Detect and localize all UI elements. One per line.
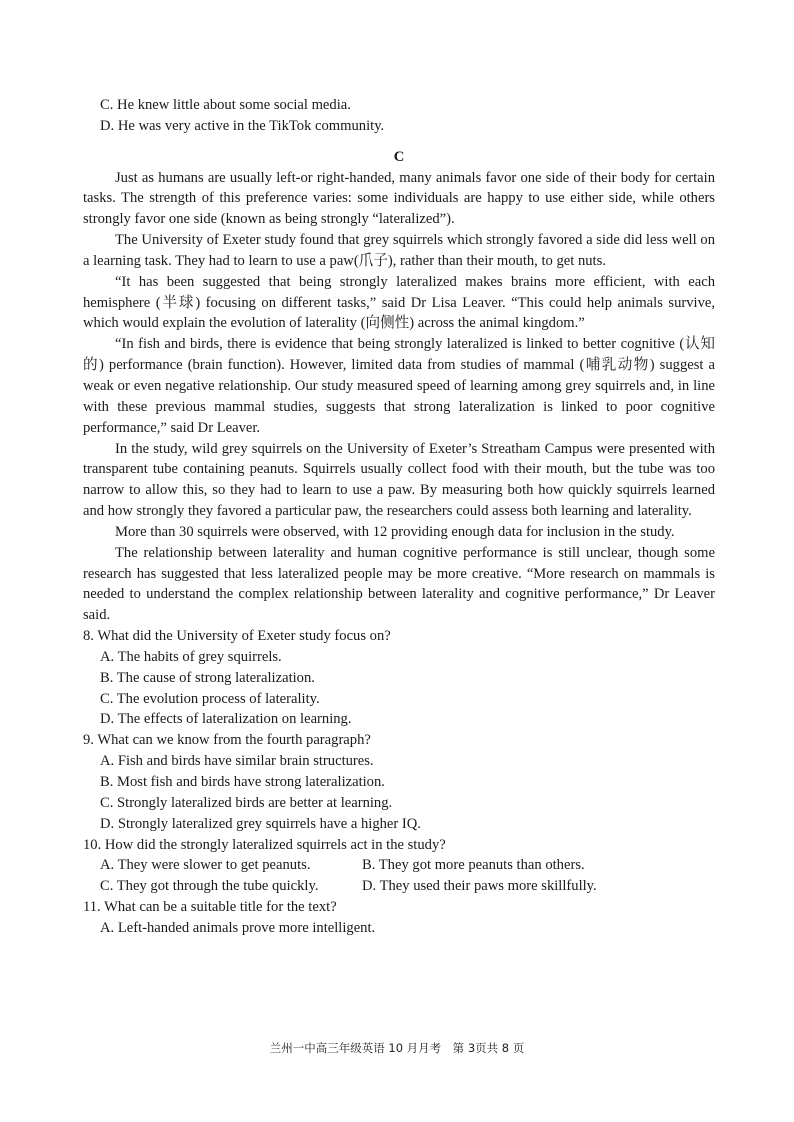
option-d: D. The effects of lateralization on learning. (100, 711, 352, 728)
option-b: B. The cause of strong lateralization. (100, 669, 315, 686)
option-a: A. Fish and birds have similar brain structures. (100, 753, 374, 770)
question-8 (83, 626, 715, 730)
option-d: D. Strongly lateralized grey squirrels have a higher IQ. (100, 815, 421, 832)
passage-paragraph-2: The University of Exeter study found that grey squirrels which strongly favored a side did less well on a learning task. They had to learn to use a paw(爪子), rather than their mouth, to get nuts. (83, 232, 715, 269)
passage-paragraph-6: More than 30 squirrels were observed, with 12 providing enough data for inclusion in the study. (115, 523, 675, 540)
option-c: C. The evolution process of laterality. (100, 690, 320, 707)
question-11 (83, 897, 715, 939)
question-stem: 11. What can be a suitable title for the text? (83, 899, 337, 916)
passage-paragraph-7: The relationship between laterality and human cognitive performance is still unclear, though some research has suggested that less lateralized people may be more creative. “More research on mammals is needed to understand the complex relationship between laterality and cognitive performance,” Dr Leaver said. (83, 544, 715, 624)
question-stem: 8. What did the University of Exeter study focus on? (83, 628, 391, 645)
passage-paragraph-3: “It has been suggested that being strongly lateralized makes brains more efficient, with each hemisphere (半球) focusing on different tasks,” said Dr Lisa Leaver. “This could help animals survive, which would explain the evolution of laterality (向侧性) across the animal kingdom.” (83, 273, 715, 332)
option-d: D. They used their paws more skillfully. (362, 878, 597, 895)
section-title: C (393, 148, 405, 165)
option-b: B. They got more peanuts than others. (362, 857, 585, 874)
option-a: A. They were slower to get peanuts. (100, 857, 311, 874)
prev-option-d: D. He was very active in the TikTok community. (100, 117, 385, 134)
passage-paragraph-1: Just as humans are usually left-or right-handed, many animals favor one side of their body for certain tasks. The strength of this preference varies: some individuals are happy to use either side, while others strongly favor one side (known as being strongly “lateralized”). (83, 169, 715, 228)
option-a: A. Left-handed animals prove more intelligent. (100, 919, 376, 936)
options-row-1 (83, 855, 715, 876)
options-row-2 (83, 876, 715, 897)
option-c: C. They got through the tube quickly. (100, 878, 319, 895)
question-10 (83, 835, 715, 898)
passage-paragraph-4: “In fish and birds, there is evidence that being strongly lateralized is linked to better cognitive (认知的) performance (brain function). However, limited data from studies of mammal (哺乳动物) suggest a weak or even negative relationship. Our study measured speed of learning among grey squirrels and, in line with these previous mammal studies, suggests that strong lateralization is linked to poor cognitive performance,” said Dr Leaver. (83, 336, 715, 436)
option-a: A. The habits of grey squirrels. (100, 648, 282, 665)
prev-option-c: C. He knew little about some social media. (100, 97, 351, 113)
option-b: B. Most fish and birds have strong lateralization. (100, 774, 385, 790)
option-c: C. Strongly lateralized birds are better at learning. (100, 794, 393, 811)
exam-page (83, 95, 715, 939)
question-stem: 10. How did the strongly lateralized squirrels act in the study? (83, 836, 446, 853)
question-9 (83, 730, 715, 834)
passage-paragraph-5: In the study, wild grey squirrels on the University of Exeter’s Streatham Campus were presented with transparent tube containing peanuts. Squirrels usually collect food with their mouth, but the tube was too narrow to allow this, so they had to learn to use a paw. By measuring both how quickly squirrels learned and how strongly they favored a particular paw, the researchers could assess both learning and laterality. (83, 440, 715, 520)
page-footer: 兰州一中高三年级英语 10 月月考 第 3页共 8 页 (269, 1041, 525, 1055)
question-stem: 9. What can we know from the fourth paragraph? (83, 732, 371, 749)
